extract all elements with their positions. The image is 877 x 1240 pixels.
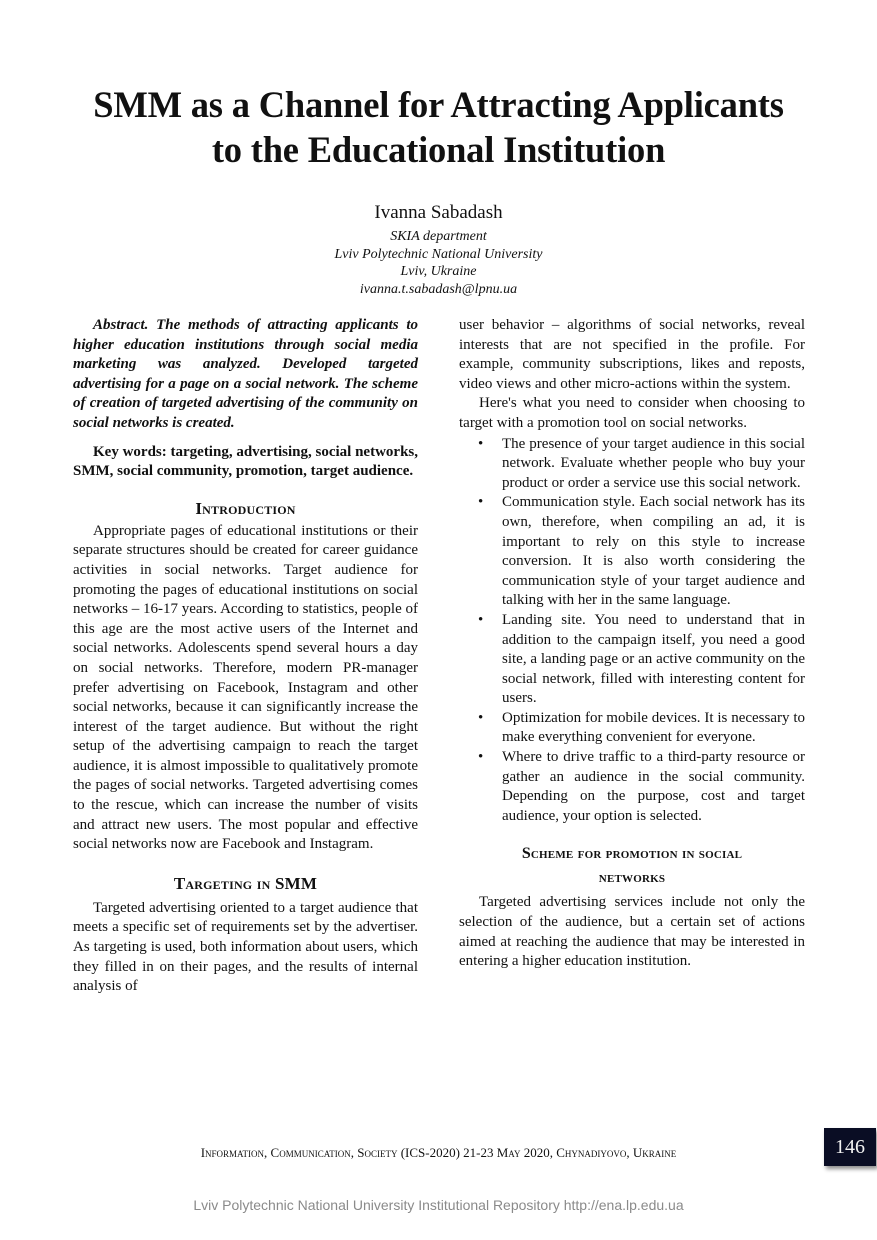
repository-footer[interactable]: Lviv Polytechnic National University Institutional Repository http://ena.lp.edu.ua — [193, 1197, 684, 1213]
list-item: • Where to drive traffic to a third-party resource or gather an audience in the social community. Depending on the purpose, cost and target audience, your option is selected. — [502, 748, 805, 826]
targeting-paragraph-start: Targeted advertising oriented to a target audience that meets a specific set of requirements set by the advertiser. As targeting is used, both information about users, which they filled in on their pages, and the results of internal analysis of — [73, 899, 418, 995]
abstract: Abstract. The methods of attracting applicants to higher education institutions through social media marketing was analyzed. Developed targeted advertising for a page on a social network. The scheme of creation of targeted advertising of the community on social networks is created. — [73, 317, 418, 431]
section-heading-scheme — [459, 842, 805, 890]
author-department: SKIA department — [390, 229, 487, 244]
author-name: Ivanna Sabadash — [374, 202, 503, 223]
section-heading-targeting: Targeting in SMM — [173, 873, 318, 893]
list-item: • The presence of your target audience in this social network. Evaluate whether people who buy your product or order a service use this social network. — [502, 435, 805, 494]
author-university: Lviv Polytechnic National University — [334, 246, 543, 262]
keywords: Key words: targeting, advertising, social networks, SMM, social community, promotion, target audience. — [73, 443, 418, 480]
list-item: • Landing site. You need to understand that in addition to the campaign itself, you need a good site, a landing page or an active community on the social network, filled with interesting content for users. — [502, 611, 805, 709]
page-number-badge: 146 — [824, 1128, 876, 1166]
left-column — [73, 316, 418, 997]
section-heading-introduction: Introduction — [195, 498, 296, 518]
scheme-heading-line-2: networks — [598, 869, 666, 887]
right-column — [459, 316, 805, 972]
targeting-paragraph-continued: user behavior – algorithms of social networks, reveal interests that are not specified in the profile. For example, community subscriptions, likes and reposts, video views and other micro-actions within the system. — [459, 317, 805, 392]
scheme-paragraph: Targeted advertising services include not only the selection of the audience, but a certain set of actions aimed at reaching the audience that may be interested in entering a higher education institution. — [459, 894, 805, 970]
introduction-paragraph: Appropriate pages of educational institutions or their separate structures should be created for career guidance activities in social networks. Target audience for promoting the pages of educational institutions on social networks – 16-17 years. According to statistics, people of this age are the most active users of the Internet and social networks. Adolescents spend several hours a day on social networks. Therefore, modern PR-manager prefer advertising on Facebook, Instagram and other social networks, because it can significantly increase the interest of the target audience. But without the right setup of the advertising campaign to reach the target audience, it is almost impossible to qualitatively promote the pages of social networks. Targeted advertising comes to the rescue, which can increase the number of visits and attract new users. The most popular and effective social networks now are Facebook and Instagram. — [73, 522, 418, 853]
list-item: • Communication style. Each social network has its own, therefore, when compiling an ad, it is important to rely on this style to increase conversion. It is also worth considering the communication style of your target audience and talking with her in the same language. — [502, 493, 805, 611]
author-affiliation — [0, 228, 877, 298]
paper-title-line-2: to the Educational Institution — [211, 129, 666, 170]
author-location: Lviv, Ukraine — [400, 264, 477, 279]
consider-list — [459, 435, 805, 827]
consider-intro: Here's what you need to consider when choosing to target with a promotion tool on social networks. — [459, 395, 805, 431]
conference-footer: Information, Communication, Society (ICS-2020) 21-23 May 2020, Chynadiyovo, Ukraine — [200, 1145, 677, 1160]
paper-title-line-1: SMM as a Channel for Attracting Applicants — [93, 84, 784, 125]
scheme-heading-line-1: Scheme for promotion in social — [521, 845, 743, 863]
paper-title — [0, 82, 877, 172]
author-email[interactable]: ivanna.t.sabadash@lpnu.ua — [359, 281, 518, 297]
list-item: • Optimization for mobile devices. It is necessary to make everything convenient for everyone. — [502, 709, 805, 748]
